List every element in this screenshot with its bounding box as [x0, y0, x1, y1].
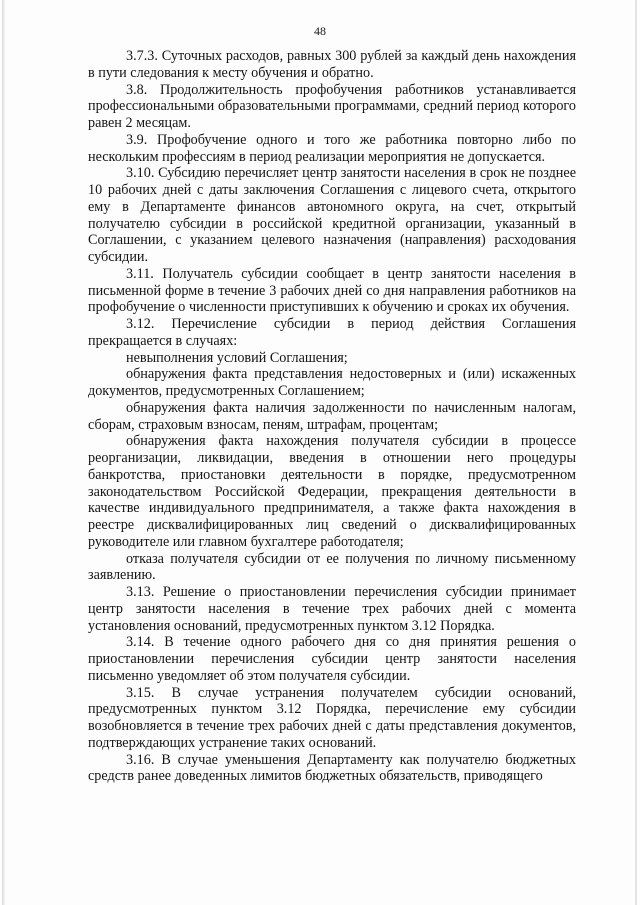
paragraph-3-8: 3.8. Продолжительность профобучения работников устанавливается профессиональными образовательными программами, средний период которого равен 2 месяцам. — [88, 81, 576, 131]
paragraph-3-12: 3.12. Перечисление субсидии в период действия Соглашения прекращается в случаях: — [88, 316, 576, 349]
paragraph-3-11: 3.11. Получатель субсидии сообщает в центр занятости населения в письменной форме в течение 3 рабочих дней со дня направления работников на профобучение о численности приступивших к обучению и сроках их обучения. — [88, 265, 576, 316]
list-item-false-documents: обнаружения факта представления недостоверных и (или) искаженных документов, предусмотренных Соглашением; — [88, 366, 576, 399]
paragraph-3-16: 3.16. В случае уменьшения Департаменту как получателю бюджетных средств ранее доведенных лимитов бюджетных обязательств, приводящего — [88, 751, 576, 785]
paragraph-3-7-3: 3.7.3. Суточных расходов, равных 300 рублей за каждый день нахождения в пути следования к месту обучения и обратно. — [88, 48, 576, 81]
page-number: 48 — [314, 24, 326, 38]
paragraph-3-15: 3.15. В случае устранения получателем субсидии оснований, предусмотренных пунктом 3.12 Порядка, перечисление ему субсидии возобновляется в течение трех рабочих дней с даты представления документов, подтверждающих устранение таких оснований. — [88, 684, 576, 751]
list-item-conditions-violation: невыполнения условий Соглашения; — [126, 349, 348, 366]
list-item-tax-debt: обнаружения факта наличия задолженности по начисленным налогам, сборам, страховым взносам, пеням, штрафам, процентам; — [88, 399, 576, 433]
paragraph-3-14: 3.14. В течение одного рабочего дня со дня принятия решения о приостановлении перечисления субсидии центр занятости населения письменно уведомляет об этом получателя субсидии. — [88, 634, 576, 684]
document-body — [88, 48, 576, 785]
list-item-reorganization: обнаружения факта нахождения получателя субсидии в процессе реорганизации, ликвидации, введения в отношении него процедуры банкротства, приостановки деятельности в порядке, предусмотренном законодательством Российской Федерации, прекращения деятельности в качестве индивидуального предпринимателя, а также факта нахождения в реестре дисквалифицированных лиц сведений о дисквалифицированных руководителе или главном бухгалтере работодателя; — [88, 433, 576, 550]
list-item-refusal: отказа получателя субсидии от ее получения по личному письменному заявлению. — [88, 550, 576, 584]
paragraph-3-9: 3.9. Профобучение одного и того же работника повторно либо по нескольким профессиям в период реализации мероприятия не допускается. — [88, 131, 576, 165]
scan-edge-right — [635, 0, 637, 905]
scan-edge-left — [2, 0, 5, 905]
paragraph-3-10: 3.10. Субсидию перечисляет центр занятости населения в срок не позднее 10 рабочих дней с даты заключения Соглашения с лицевого счета, открытого ему в Департаменте финансов автономного округа, на счет, открытый получателю субсидии в российской кредитной организации, указанный в Соглашении, с указанием целевого назначения (направления) расходования субсидии. — [88, 165, 576, 265]
paragraph-3-13: 3.13. Решение о приостановлении перечисления субсидии принимает центр занятости населения в течение трех рабочих дней с момента установления оснований, предусмотренных пунктом 3.12 Порядка. — [88, 584, 576, 634]
